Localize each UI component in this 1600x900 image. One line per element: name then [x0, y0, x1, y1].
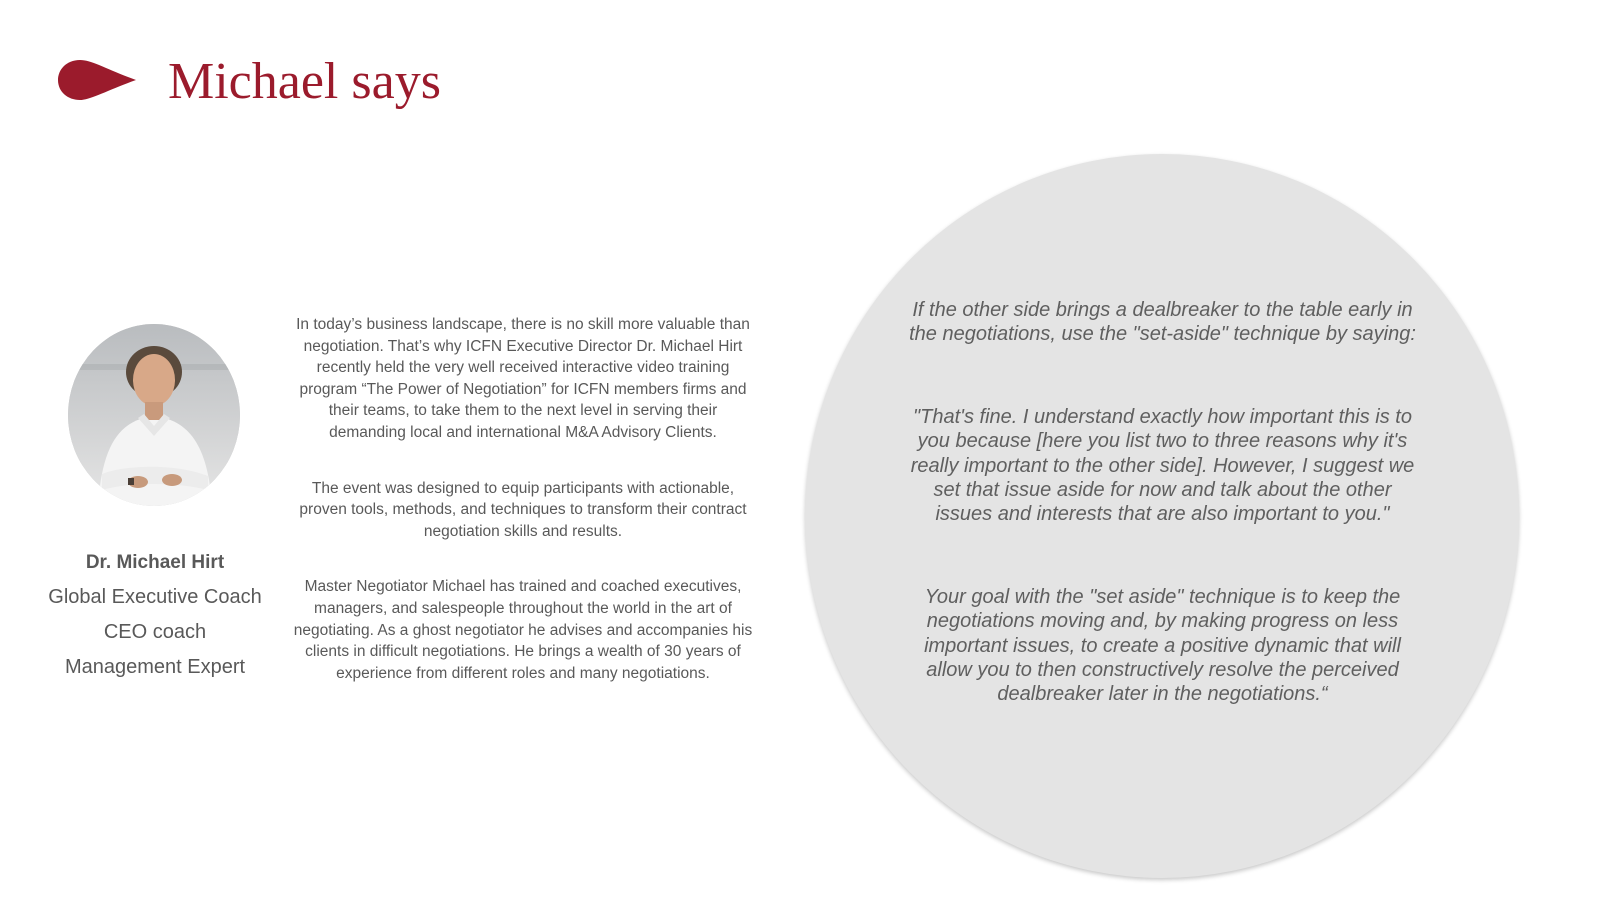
profile-name: Dr. Michael Hirt — [85, 552, 225, 573]
page-title: Michael says — [168, 53, 441, 110]
profile-role: Management Expert — [64, 656, 246, 678]
profile-role: Global Executive Coach — [48, 586, 262, 608]
red-teardrop-arrow-icon — [56, 56, 138, 104]
profile-card — [20, 545, 290, 685]
quote-text — [905, 298, 1420, 707]
profile-role: CEO coach — [103, 621, 207, 643]
quote-paragraph: If the other side brings a dealbreaker to the table early in the negotiations, use the "set-aside" technique by saying: — [909, 299, 1416, 346]
portrait-photo — [68, 324, 240, 506]
intro-paragraph: In today’s business landscape, there is no skill more valuable than negotiation. That’s why ICFN Executive Director Dr. Michael Hirt recently held the very well received interactive video training program “The Power of Negotiation” for ICFN members firms and their teams, to take them to the next level in serving their demanding local and international M&A Advisory Clients. — [296, 316, 750, 441]
quote-paragraph: "That's fine. I understand exactly how important this is to you because [here you list two to three reasons why it's really important to the other side]. However, I suggest we set that issue aside for now and talk about the other issues and interests that are also important to you." — [910, 405, 1415, 526]
intro-text — [290, 314, 756, 684]
intro-paragraph: The event was designed to equip participants with actionable, proven tools, methods, and techniques to transform their contract negotiation skills and results. — [299, 479, 747, 540]
intro-paragraph: Master Negotiator Michael has trained and coached executives, managers, and salespeople throughout the world in the art of negotiating. As a ghost negotiator he advises and accompanies his clients in difficult negotiations. He brings a wealth of 30 years of experience from different roles and many negotiations. — [293, 578, 753, 682]
quote-paragraph: Your goal with the "set aside" technique is to keep the negotiations moving and, by making progress on less important issues, to create a positive dynamic that will allow you to then constructively resolve the perceived dealbreaker later in the negotiations.“ — [924, 585, 1401, 706]
